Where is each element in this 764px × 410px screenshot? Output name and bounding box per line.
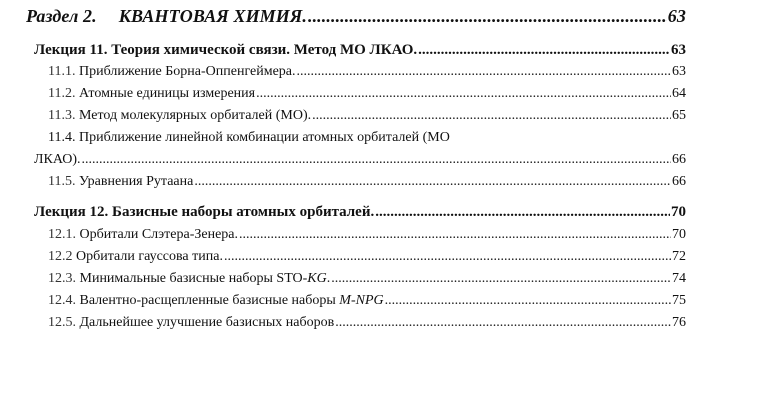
toc-entry [48, 227, 686, 243]
entry-page: 76 [672, 315, 686, 330]
leader-dots [82, 152, 671, 168]
leader-dots [312, 108, 671, 124]
entry-number: 11.1. [48, 64, 76, 79]
entry-title-italic: KG [307, 271, 327, 286]
entry-title: Орбитали Слэтера-Зенера. [79, 227, 239, 242]
toc-entry [34, 152, 686, 168]
entry-number: 12.5. [48, 315, 76, 330]
lecture-heading [34, 204, 686, 221]
leader-dots [308, 6, 667, 27]
entry-page: 64 [672, 86, 686, 101]
entry-title-continuation: ЛКАО). [34, 152, 81, 167]
entry-page: 63 [672, 64, 686, 79]
section-title: КВАНТОВАЯ ХИМИЯ. [118, 6, 307, 26]
entry-page: 65 [672, 108, 686, 123]
section-page: 63 [667, 6, 686, 26]
leader-dots [194, 174, 671, 190]
entry-title: Дальнейшее улучшение базисных наборов [79, 315, 335, 330]
entry-title: Орбитали гауссова типа. [76, 249, 223, 264]
section-heading [26, 6, 686, 27]
entry-title: Уравнения Рутаана [78, 174, 194, 189]
entry-page: 74 [672, 271, 686, 286]
entry-number: 11.5. [48, 174, 76, 189]
toc-entry [48, 86, 686, 102]
entry-title: Атомные единицы измерения [78, 86, 256, 101]
leader-dots [418, 42, 670, 59]
leader-dots [239, 227, 671, 243]
entry-title: Минимальные базисные наборы STO- [79, 271, 308, 286]
entry-number: 11.2. [48, 86, 76, 101]
entry-page: 72 [672, 249, 686, 264]
entry-title: Метод молекулярных орбиталей (МО). [78, 108, 312, 123]
entry-number: 12.2 [48, 249, 73, 264]
toc-entry [48, 174, 686, 190]
entry-page: 66 [672, 152, 686, 167]
leader-dots [256, 86, 671, 102]
leader-dots [335, 315, 671, 331]
entry-page: 66 [672, 174, 686, 189]
toc-entry-first-line [48, 130, 450, 146]
toc-entry [48, 293, 686, 309]
toc-entry [48, 64, 686, 80]
leader-dots [385, 293, 671, 309]
lecture-title: Лекция 12. Базисные наборы атомных орбиталей. [34, 204, 375, 220]
leader-dots [224, 249, 671, 265]
entry-number: 12.4. [48, 293, 76, 308]
toc-entry [48, 108, 686, 124]
section-label: Раздел 2. [26, 6, 97, 26]
leader-dots [297, 64, 672, 80]
entry-number: 12.1. [48, 227, 76, 242]
entry-title: Валентно-расщепленные базисные наборы [79, 293, 340, 308]
entry-title-tail: . [326, 271, 331, 286]
toc-entry [48, 315, 686, 331]
lecture-heading [34, 42, 686, 59]
leader-dots [331, 271, 671, 287]
entry-number: 11.3. [48, 108, 76, 123]
entry-number: 12.3. [48, 271, 76, 286]
entry-title-italic: M-NPG [339, 293, 384, 308]
entry-number: 11.4. [48, 130, 76, 145]
lecture-page: 70 [671, 204, 686, 220]
toc-entry [48, 271, 686, 287]
leader-dots [375, 204, 670, 221]
entry-page: 70 [672, 227, 686, 242]
entry-title: Приближение Борна-Оппенгеймера. [78, 64, 296, 79]
entry-title: Приближение линейной комбинации атомных орбиталей (МО [78, 130, 450, 145]
toc-entry [48, 249, 686, 265]
entry-page: 75 [672, 293, 686, 308]
lecture-page: 63 [671, 42, 686, 58]
lecture-title: Лекция 11. Теория химической связи. Метод МО ЛКАО. [34, 42, 418, 58]
